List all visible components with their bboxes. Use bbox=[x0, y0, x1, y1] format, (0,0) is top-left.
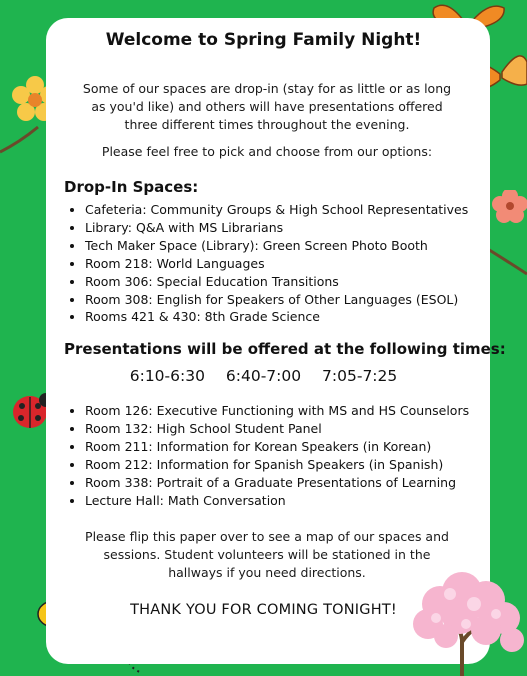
time-slot: 7:05-7:25 bbox=[322, 367, 398, 385]
list-item: • Room 308: English for Speakers of Other Languages (ESOL) bbox=[85, 291, 468, 309]
presentations-heading: Presentations will be offered at the following times: bbox=[64, 340, 506, 358]
time-slot: 6:40-7:00 bbox=[225, 367, 302, 385]
time-slot: 6:10-6:30 bbox=[129, 367, 205, 385]
drop-in-list bbox=[66, 201, 468, 326]
map-note: Please flip this paper over to see a map of our spaces and sessions. Student volunteers will be stationed in the hallways if you need directions. bbox=[85, 529, 449, 580]
intro-paragraph: Some of our spaces are drop-in (stay for as little or as long as you'd like) and others will have presentations offered three different times throughout the evening. bbox=[82, 81, 452, 132]
list-item: • Room 211: Information for Korean Speakers (in Korean) bbox=[85, 438, 469, 456]
list-item: • Room 218: World Languages bbox=[85, 255, 468, 273]
pick-paragraph: Please feel free to pick and choose from our options: bbox=[101, 144, 433, 159]
list-item: • Room 306: Special Education Transitions bbox=[85, 273, 468, 291]
list-item: • Lecture Hall: Math Conversation bbox=[85, 492, 469, 510]
list-item: • Room 212: Information for Spanish Speakers (in Spanish) bbox=[85, 456, 469, 474]
list-item: • Room 126: Executive Functioning with MS and HS Counselors bbox=[85, 402, 469, 420]
list-item: • Room 132: High School Student Panel bbox=[85, 420, 469, 438]
list-item: • Tech Maker Space (Library): Green Screen Photo Booth bbox=[85, 237, 468, 255]
page-title: Welcome to Spring Family Night! bbox=[105, 30, 422, 50]
list-item: • Room 338: Portrait of a Graduate Presentations of Learning bbox=[85, 474, 469, 492]
list-item: • Rooms 421 & 430: 8th Grade Science bbox=[85, 308, 468, 326]
drop-in-heading: Drop-In Spaces: bbox=[64, 178, 199, 196]
presentations-list bbox=[66, 402, 469, 509]
thank-you-message: THANK YOU FOR COMING TONIGHT! bbox=[130, 602, 397, 618]
list-item: • Cafeteria: Community Groups & High School Representatives bbox=[85, 201, 468, 219]
blossom-tree-icon bbox=[400, 570, 527, 676]
presentation-times bbox=[0, 367, 527, 385]
list-item: • Library: Q&A with MS Librarians bbox=[85, 219, 468, 237]
